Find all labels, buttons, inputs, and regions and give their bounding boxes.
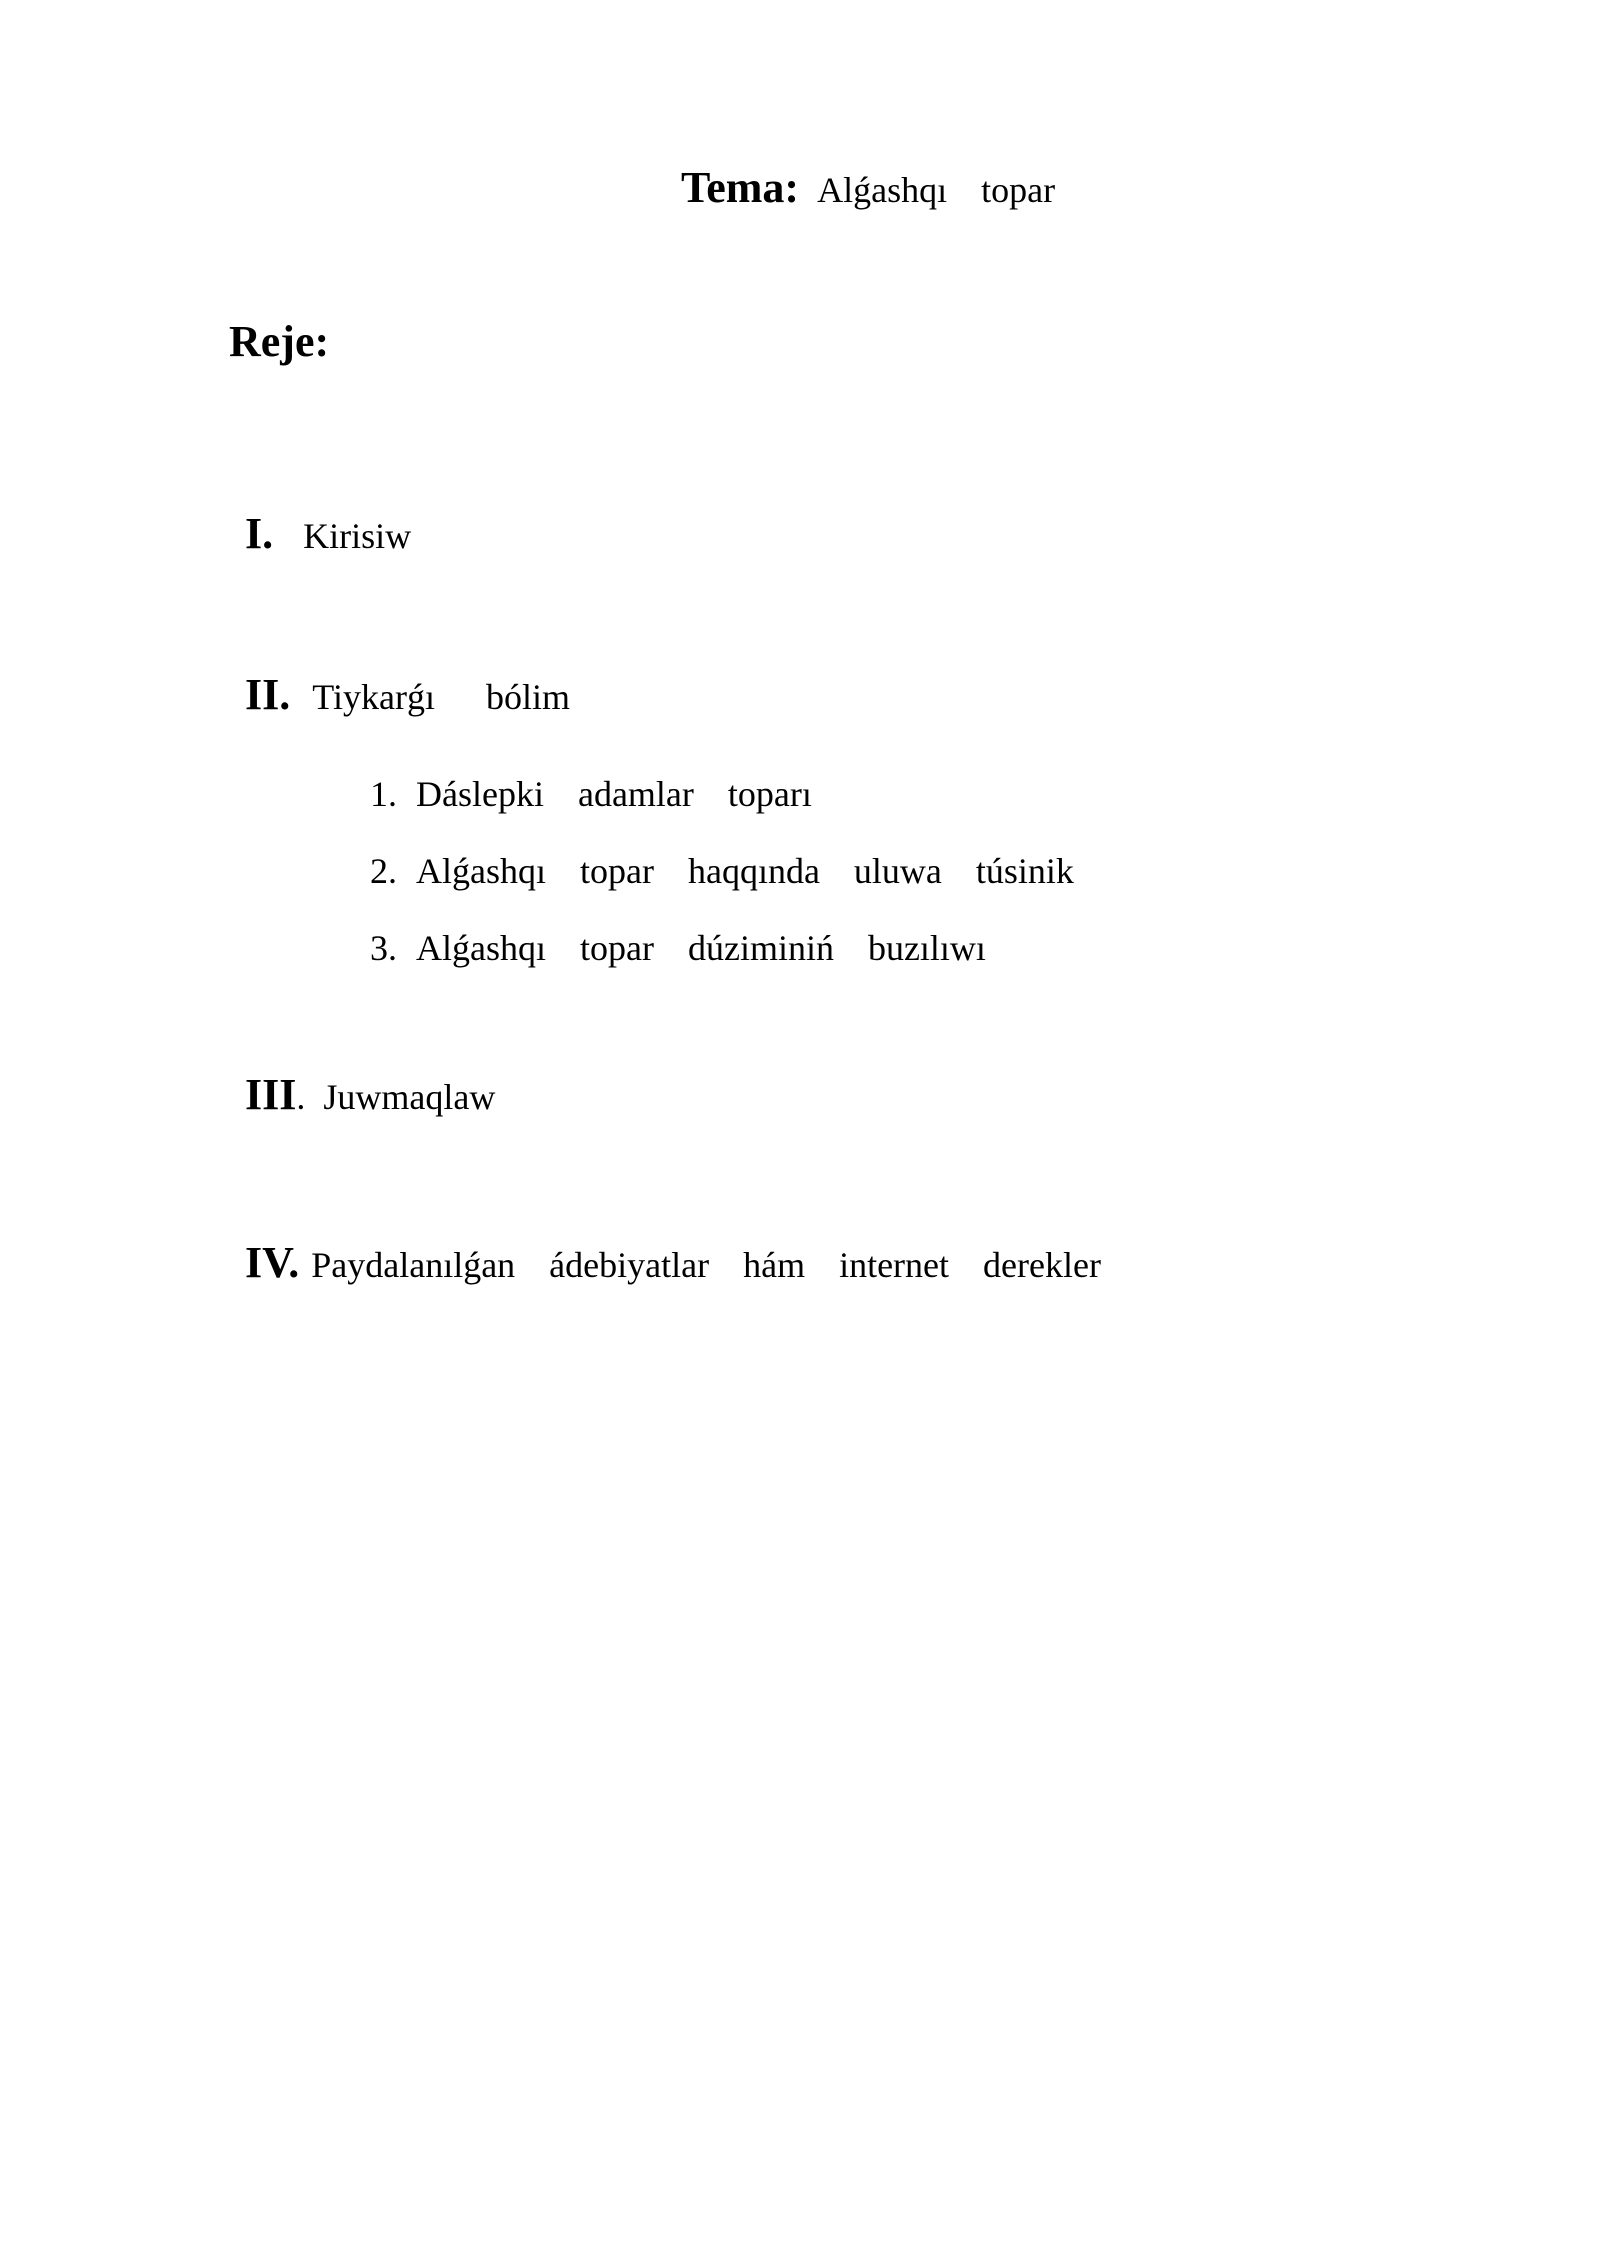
section-text: Kirisiw [303,516,412,556]
section-1 [229,496,411,572]
section-2 [229,657,570,733]
section-numeral: II. [245,670,291,719]
title-label: Tema: [680,163,800,212]
section-text: Paydalanılǵan ádebiyatlar hám internet derekler [311,1245,1101,1285]
subsection-number: 1. [370,774,397,814]
document-title [0,150,1600,226]
plan-heading: Reje: [229,317,330,366]
section-text: Tiykarǵı bólim [312,677,570,717]
subsection-text: Alǵashqı topar dúziminiń buzılıwı [416,928,986,968]
subsection-number: 3. [370,928,397,968]
section-numeral-suffix: . [296,1077,306,1117]
subsection-item [268,894,986,1002]
title-value: Alǵashqı topar [817,170,1056,210]
section-3 [229,1057,495,1133]
section-numeral: I. [245,509,274,558]
subsection-text: Alǵashqı topar haqqında uluwa túsinik [416,851,1074,891]
section-numeral: III [245,1070,297,1119]
subsection-number: 2. [370,851,397,891]
subsection-text: Dáslepki adamlar toparı [416,774,812,814]
section-4 [229,1225,1101,1301]
section-numeral: IV. [245,1238,300,1287]
section-text: Juwmaqlaw [323,1077,496,1117]
